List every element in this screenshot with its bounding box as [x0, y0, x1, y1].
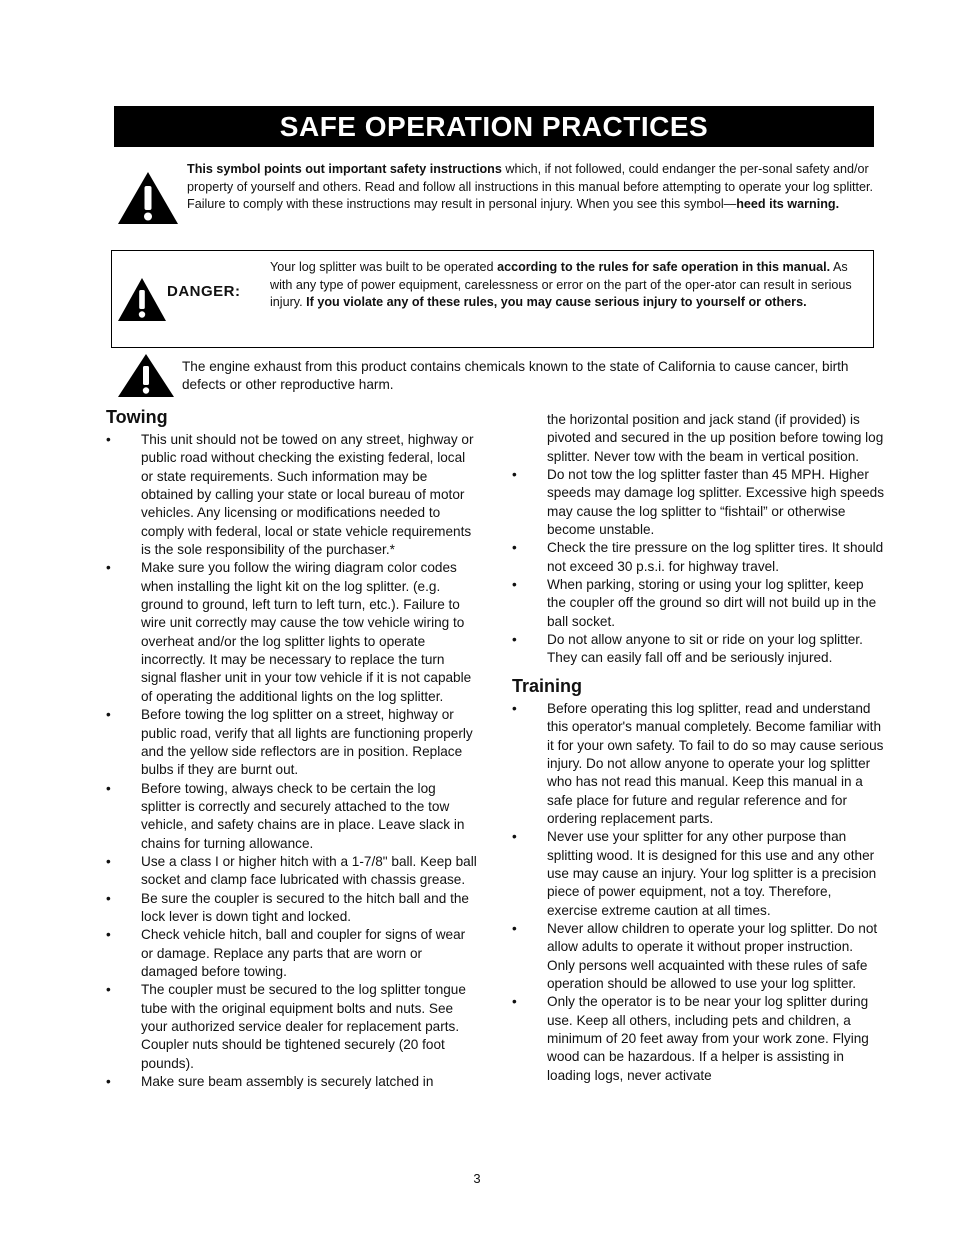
- list-item: • Use a class I or higher hitch with a 1-7/8" ball. Keep ball socket and clamp face lubricated with chassis grease.: [106, 853, 478, 890]
- training-heading: Training: [512, 675, 583, 696]
- list-item: • Before towing, always check to be certain the log splitter is correctly and securely attached to the tow vehicle, and safety chains are in place. Leave slack in chains for turning allowance.: [106, 780, 478, 853]
- danger-bold-1: according to the rules for safe operation in this manual.: [497, 260, 831, 274]
- list-item: • Never use your splitter for any other purpose than splitting wood. It is designed for this use and any other use may cause an injury. Your log splitter is a precision piece of power equipment, not a toy. Therefore, exercise extreme caution at all times.: [512, 828, 884, 920]
- left-column: [106, 406, 478, 1091]
- towing-heading: Towing: [106, 407, 168, 427]
- list-item: • The coupler must be secured to the log splitter tongue tube with the original equipment bolts and nuts. See your authorized service dealer for replacement parts. Coupler nuts should be tightened securely (20 foot pounds).: [106, 981, 478, 1073]
- towing-list: [106, 431, 478, 1091]
- list-item: • Be sure the coupler is secured to the hitch ball and the lock lever is down tight and locked.: [106, 890, 478, 927]
- list-item: • When parking, storing or using your log splitter, keep the coupler off the ground so dirt will not build up in the ball socket.: [512, 576, 884, 631]
- list-item: • Make sure beam assembly is securely latched in: [106, 1073, 478, 1091]
- list-item: • Do not allow anyone to sit or ride on your log splitter. They can easily fall off and be seriously injured.: [512, 631, 884, 668]
- intro-tail: heed its warning.: [736, 197, 840, 211]
- list-item: • This unit should not be towed on any street, highway or public road without checking the existing federal, local or state requirements. Such information may be obtained by calling your state or local bureau of motor vehicles. Any licensing or modifications needed to comply with federal, local or state vehicle requirements is the sole responsibility of the purchaser.*: [106, 431, 478, 559]
- california-warning-text: The engine exhaust from this product contains chemicals known to the state of California to cause cancer, birth defects or other reproductive harm.: [182, 359, 849, 392]
- danger-triangle-icon: [117, 277, 167, 323]
- list-item: • Do not tow the log splitter faster than 45 MPH. Higher speeds may damage log splitter. Excessive high speeds may cause the log splitter to “fishtail” or otherwise become unstable.: [512, 466, 884, 539]
- danger-text: [270, 259, 865, 312]
- page-number: 3: [473, 1171, 481, 1186]
- danger-text-2: As with any type of power equipment, carelessness or error on the part of the oper-ator can result in serious injury.: [270, 260, 852, 309]
- list-item: • Check the tire pressure on the log splitter tires. It should not exceed 30 p.s.i. for highway travel.: [512, 539, 884, 576]
- list-item: • Only the operator is to be near your log splitter during use. Keep all others, including pets and children, a minimum of 20 feet away from your work zone. Flying wood can be hazardous. If a helper is assisting in loading logs, never activate: [512, 993, 884, 1085]
- safety-symbol-intro: [187, 161, 875, 214]
- list-item: • Before operating this log splitter, read and understand this operator's manual completely. Become familiar with it for your own safety. To fail to do so may cause serious injury. Do not allow anyone to operate your log splitter who has not read this manual. Keep this manual in a safe place for future and regular reference and for ordering replacement parts.: [512, 700, 884, 828]
- intro-text: which, if not followed, could endanger the per-sonal safety and/or property of yourself and others. Read and follow all instructions in this manual before attempting to operate your log splitter. Failure to comply with these instructions may result in personal injury. When you see this symbol—: [187, 162, 874, 211]
- list-item: • Make sure you follow the wiring diagram color codes when installing the light kit on the log splitter. (e.g. ground to ground, left turn to left turn, etc.). Failure to wire unit correctly may cause the tow vehicle wiring to overheat and/or the log splitter lights to operate incorrectly. It may be necessary to replace the turn signal flasher unit in your tow vehicle if it is not capable of operating the additional lights on the log splitter.: [106, 559, 478, 706]
- training-list: [512, 700, 884, 1085]
- list-item: • Before towing the log splitter on a street, highway or public road, verify that all lights are functioning properly and the yellow side reflectors are in position. Replace bulbs if they are burnt out.: [106, 706, 478, 779]
- danger-label: DANGER:: [167, 283, 241, 300]
- towing-continuation: the horizontal position and jack stand (if provided) is pivoted and secured in the up position before towing log splitter. Never tow with the beam in vertical position.: [547, 412, 884, 464]
- list-item: • Never allow children to operate your log splitter. Do not allow adults to operate it without proper instruction. Only persons well acquainted with these rules of safe operation should be allowed to use your log splitter.: [512, 920, 884, 993]
- section-title-bar: [114, 106, 874, 147]
- right-column: [512, 411, 884, 1085]
- danger-text-1: Your log splitter was built to be operated: [270, 260, 498, 274]
- page-title: SAFE OPERATION PRACTICES: [279, 110, 709, 142]
- towing-list-continued: [512, 466, 884, 668]
- warning-triangle-icon: [116, 170, 180, 226]
- intro-lead: This symbol points out important safety instructions: [187, 162, 502, 176]
- list-item: • Check vehicle hitch, ball and coupler for signs of wear or damage. Replace any parts that are worn or damaged before towing.: [106, 926, 478, 981]
- danger-bold-2: If you violate any of these rules, you may cause serious injury to yourself or others.: [306, 295, 807, 309]
- california-warning-icon: [117, 353, 175, 399]
